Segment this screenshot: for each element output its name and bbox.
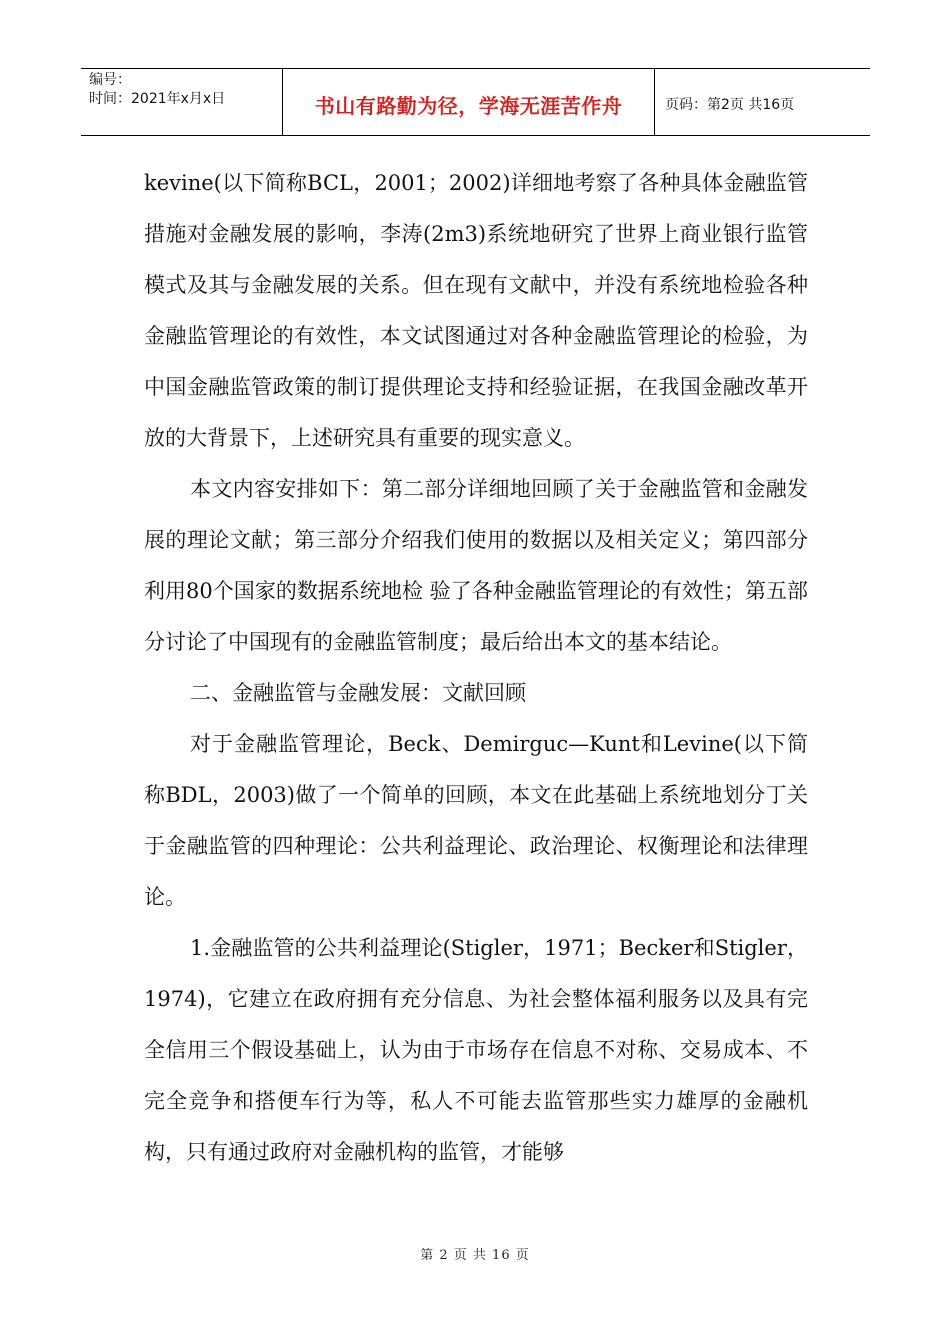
time-label: 时间：2021年x月x日 bbox=[89, 91, 226, 107]
header-page-info: 页码：第2页 共16页 bbox=[665, 97, 795, 113]
number-label: 编号： bbox=[89, 72, 131, 88]
document-body bbox=[144, 158, 808, 1178]
paragraph-3: 对于金融监管理论，Beck、Demirguc—Kunt和Levine(以下简称BDL，2003)做了一个简单的回顾，本文在此基础上系统地划分丁关于金融监管的四种理论：公共利益理论、政治理论、权衡理论和法律理论。 bbox=[144, 732, 808, 909]
page-footer: 第 2 页 共 16 页 bbox=[420, 1248, 530, 1263]
section-heading: 二、金融监管与金融发展：文献回顾 bbox=[190, 681, 526, 705]
header-motto: 书山有路勤为径，学海无涯苦作舟 bbox=[283, 69, 655, 135]
page-header bbox=[81, 68, 870, 136]
paragraph-2: 本文内容安排如下：第二部分详细地回顾了关于金融监管和金融发展的理论文献；第三部分介绍我们使用的数据以及相关定义；第四部分利用80个国家的数据系统地检 验了各种金融监管理论的有效性；第五部分讨论了中国现有的金融监管制度；最后给出本文的基本结论。 bbox=[144, 477, 808, 654]
paragraph-1: kevine(以下简称BCL，2001；2002)详细地考察了各种具体金融监管措施对金融发展的影响，李涛(2m3)系统地研究了世界上商业银行监管模式及其与金融发展的关系。但在现有文献中，并没有系统地检验各种金融监管理论的有效性，本文试图通过对各种金融监管理论的检验，为中国金融监管政策的制订提供理论支持和经验证据，在我国金融改革开放的大背景下，上述研究具有重要的现实意义。 bbox=[144, 171, 808, 450]
header-meta-cell bbox=[81, 69, 283, 135]
paragraph-4: 1.金融监管的公共利益理论(Stigler，1971；Becker和Stigler，1974)，它建立在政府拥有充分信息、为社会整体福利服务以及具有完全信用三个假设基础上，认为由于市场存在信息不对称、交易成本、不完全竞争和搭便车行为等，私人不可能去监管那些实力雄厚的金融机构，只有通过政府对金融机构的监管，才能够 bbox=[144, 936, 808, 1164]
